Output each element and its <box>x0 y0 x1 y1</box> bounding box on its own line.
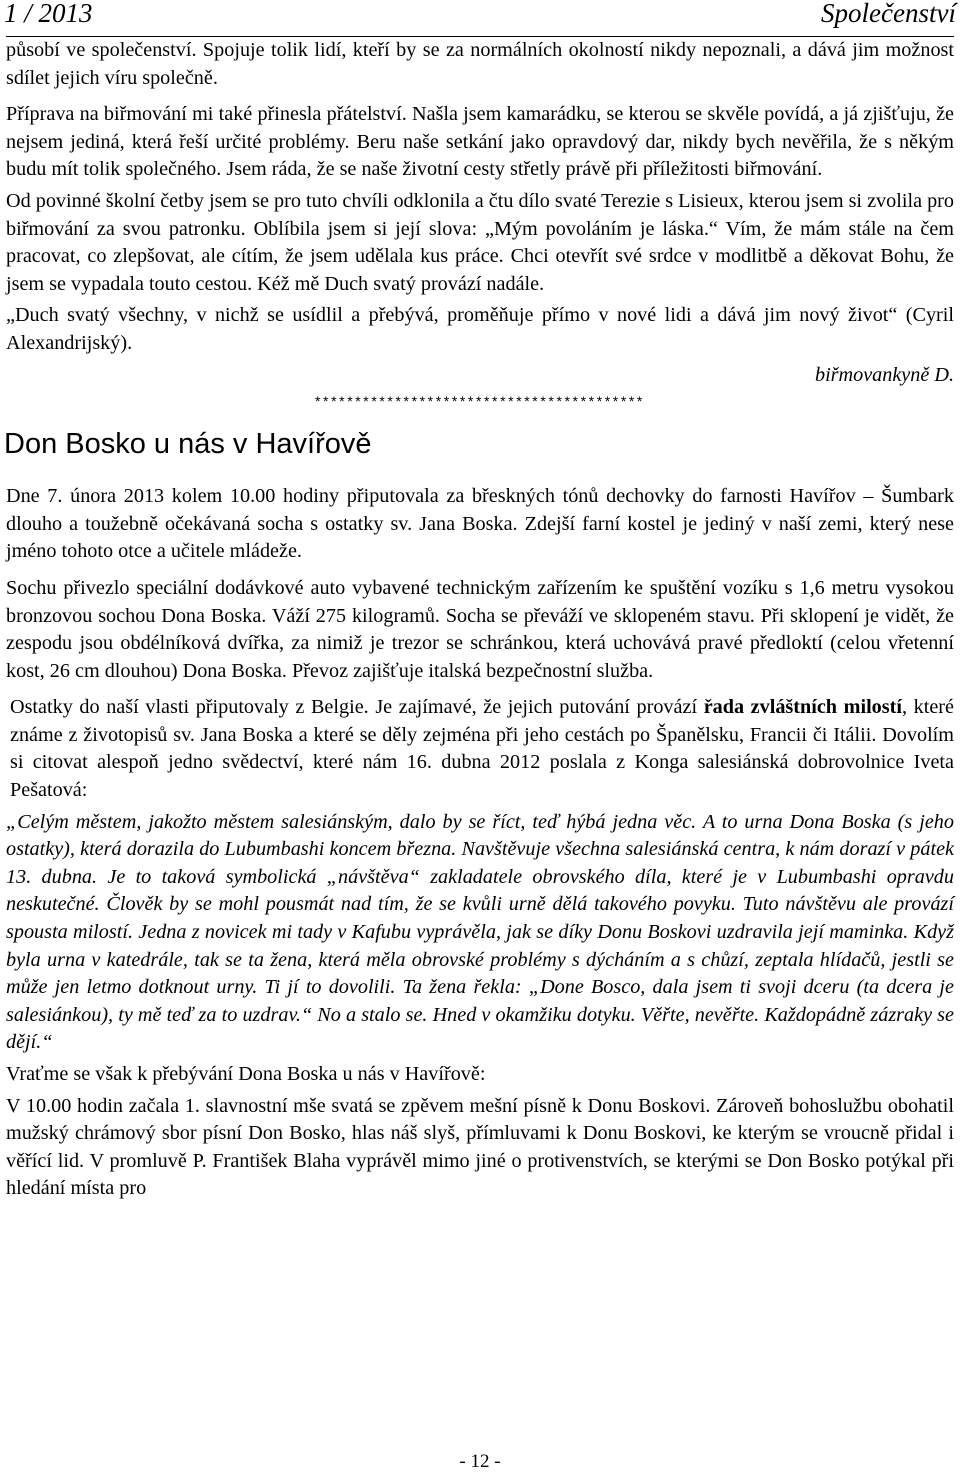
issue-number: 1 / 2013 <box>4 0 93 28</box>
paragraph: Sochu přivezlo speciální dodávkové auto vybavené technickým zařízením ke spuštění vozíku s 1,6 metru vysokou bronzovou sochou Dona Boska. Váží 275 kilogramů. Socha se převáží ve sklopeném stavu. Při sklopení je vidět, že zespodu jsou obdélníková dvířka, za nimiž je trezor se schránkou, která uchovává pravé předloktí (celou vřetenní kost, 26 cm dlouhou) Dona Boska. Převoz zajišťuje italská bezpečnostní služba. <box>6 576 954 682</box>
quote-paragraph: „Duch svatý všechny, v nichž se usídlil a přebývá, proměňuje přímo v nové lidi a dává jim nový život“ (Cyril Alexandrijský). <box>6 304 954 354</box>
page <box>6 0 954 1473</box>
article-title: Don Bosko u nás v Havířově <box>4 428 372 461</box>
signature: biřmovankyně D. <box>814 363 954 386</box>
paragraph-part: Ostatky do naší vlasti připutovaly z Belgie. Je zajímavé, že jejich putování provází <box>10 696 704 719</box>
paragraph: působí ve společenství. Spojuje tolik lidí, kteří by se za normálních okolností nikdy nepoznali, a dává jim možnost sdílet jejich víru společně. <box>6 39 954 89</box>
paragraph-part: Příprava na biřmování mi také přinesla přátelství. Našla jsem kamarádku, se kterou se skvěle povídá, a já zjišťuju, že nejsem jediná, která řeší určité problémy. <box>6 103 954 153</box>
paragraph: Dne 7. února 2013 kolem 10.00 hodiny připutovala za břeskných tónů dechovky do farnosti Havířov – Šumbark dlouho a toužebně očekávaná socha s ostatky sv. Jana Boska. Zdejší farní kostel je jediný v naší zemi, který nese jméno tohoto otce a učitele mládeže. <box>6 485 954 563</box>
paragraph: Od povinné školní četby jsem se pro tuto chvíli odklonila a čtu dílo svaté Terezie s Lisieux, kterou jsem si zvolila pro biřmování za svou patronku. Oblíbila jsem si její slova: „Mým povoláním je láska.“ Vím, že mám stále na čem pracovat, co zlepšovat, ale cítím, že jsem udělala kus práce. Chci otevřít své srdce v modlitbě a děkovat Bohu, že jsem se vypadala touto cestou. Kéž mě Duch svatý provází nadále. <box>6 189 954 295</box>
page-number: - 12 - <box>459 1451 501 1472</box>
page-header <box>6 0 954 37</box>
section-title: Společenství <box>821 0 956 28</box>
paragraph <box>6 101 954 184</box>
paragraph-part: , které známe z životopisů sv. Jana Boska a které se děly zejména při jeho cestách po Španělsku, Francii či Itálii. Dovolím si citovat alespoň jedno svědectví, které nám 16. dubna 2012 poslala z Konga salesiánská dobrovolnice Iveta Pešatová: <box>10 696 954 802</box>
paragraph: V 10.00 hodin začala 1. slavnostní mše svatá se zpěvem mešní písně k Donu Boskovi. Zároveň bohoslužbu obohatil mužský chrámový sbor písní Don Bosko, hlas náš slyš, přímluvami k Donu Boskovi, ke kterým se vroucně přidal i věřící lid. V promluvě P. František Blaha vyprávěl mimo jiné o protivenstvích, se kterými se Don Bosko potýkal při hledání místa pro <box>6 1094 954 1200</box>
paragraph-part: Beru naše setkání jako opravdový dar, nikdy bych nevěřila, že s někým budu mít tolik společného. <box>6 130 955 181</box>
page-content <box>6 37 954 1207</box>
emphasis: řada zvláštních milostí <box>703 696 902 719</box>
paragraph <box>6 694 954 804</box>
separator: ***************************************** <box>315 393 645 410</box>
testimony-quote: „Celým městem, jakožto městem salesiánským, dalo by se říct, teď hýbá jedna věc. A to urna Dona Boska (s jeho ostatky), která dorazila do Lubumbashi koncem března. Navštěvuje všechna salesiánská centra, k nám dorazí v pátek 13. dubna. Je to taková symbolická „návštěva“ zakladatele obrovského díla, které je v Lubumbashi opravdu neskutečné. Člověk by se mohl pousmát nad tím, že se kvůli urně dělá takového povyku. Tuto návštěvu ale provází spousta milostí. Jedna z novicek mi tady v Kafubu vyprávěla, jak se díky Donu Boskovi uzdravila její maminka. Když byla urna v katedrále, tak se ta žena, která měla obrovské problémy s dýcháním a s chůzí, zeptala hlídačů, jestli se může jen letmo dotknout urny. Ti jí to dovolili. Ta žena řekla: „Done Bosco, dala jsem ti svoji dceru (ta dcera je salesiánkou), ty mě teď za to uzdrav.“ No a stalo se. Hned v okamžiku dotyku. Věřte, nevěřte. Každopádně zázraky se dějí.“ <box>6 810 954 1054</box>
paragraph: Vraťme se však k přebývání Dona Boska u nás v Havířově: <box>6 1063 486 1085</box>
paragraph-part: Jsem ráda, že se naše životní cesty střetly právě při příležitosti biřmování. <box>226 158 823 181</box>
